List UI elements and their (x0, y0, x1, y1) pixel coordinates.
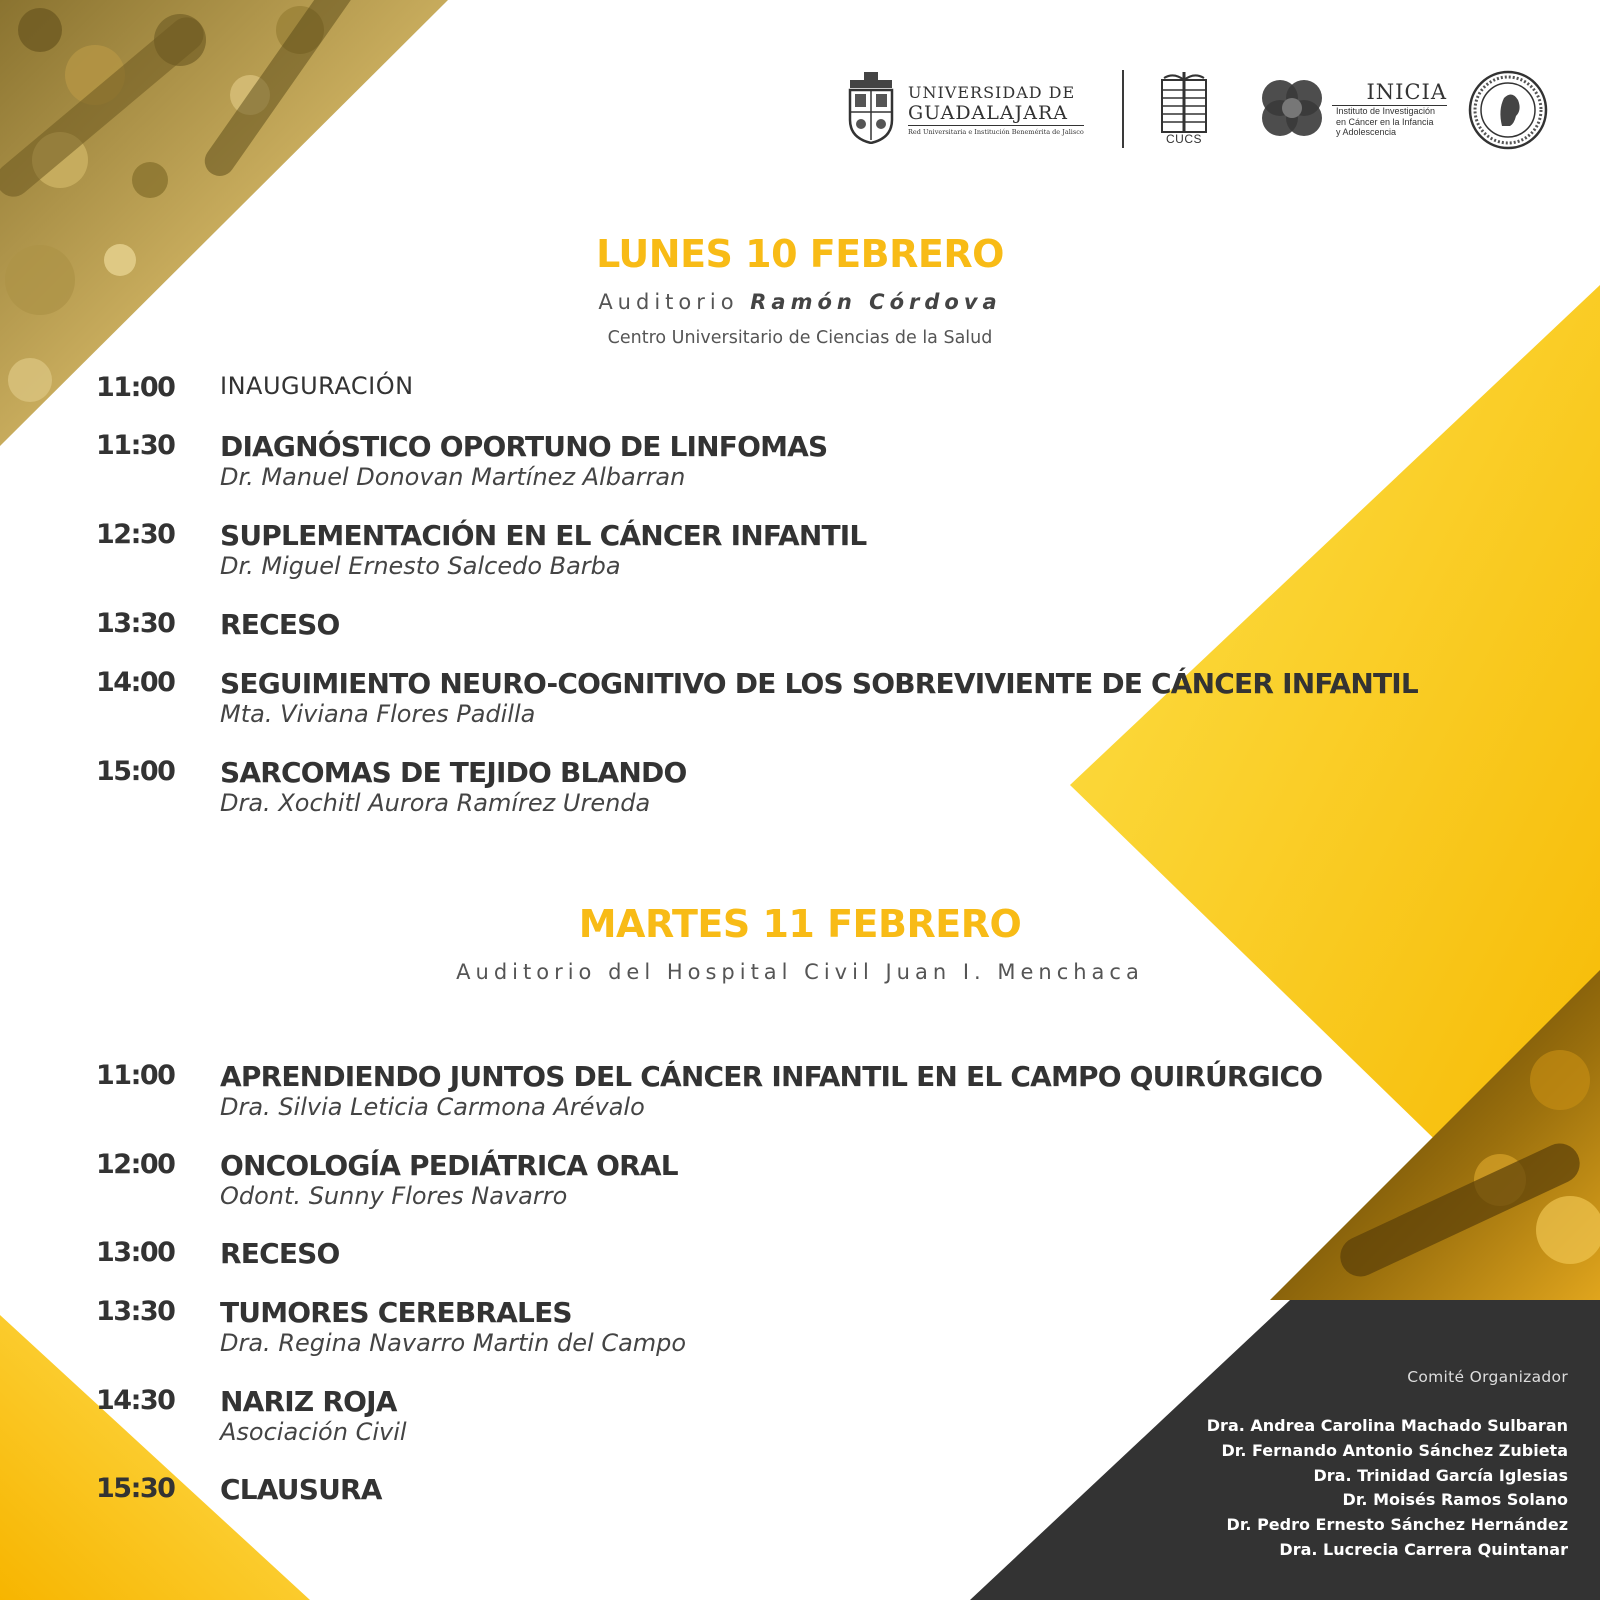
item-time: 11:00 (96, 1060, 175, 1091)
cucs-label: CUCS (1165, 132, 1202, 146)
item-speaker: Odont. Sunny Flores Navarro (220, 1182, 568, 1210)
item-speaker: Dra. Silvia Leticia Carmona Arévalo (220, 1093, 645, 1121)
day1-venue (0, 290, 1600, 314)
item-speaker: Dr. Manuel Donovan Martínez Albarran (220, 463, 686, 491)
item-title: SARCOMAS DE TEJIDO BLANDO (220, 756, 687, 789)
inicia-desc-line1: Instituto de Investigación (1336, 106, 1436, 116)
item-speaker: Dra. Xochitl Aurora Ramírez Urenda (220, 789, 651, 817)
item-speaker: Mta. Viviana Flores Padilla (220, 700, 536, 728)
header-logos (840, 68, 1560, 158)
bottom-left-yellow-shape (0, 1315, 310, 1600)
item-speaker: Dr. Miguel Ernesto Salcedo Barba (220, 552, 621, 580)
item-title: DIAGNÓSTICO OPORTUNO DE LINFOMAS (220, 430, 828, 463)
day1-venue-sub: Centro Universitario de Ciencias de la Salud (607, 328, 993, 348)
inicia-circles-icon (1260, 78, 1324, 138)
inicia-description (1336, 106, 1456, 138)
udg-name-line1: UNIVERSIDAD DE (908, 83, 1076, 102)
udg-shield-icon (846, 72, 896, 144)
committee-member: Dr. Pedro Ernesto Sánchez Hernández (1226, 1515, 1568, 1535)
committee-member: Dr. Moisés Ramos Solano (1342, 1490, 1568, 1510)
logo-divider (1122, 70, 1124, 148)
committee-member: Dr. Fernando Antonio Sánchez Zubieta (1221, 1440, 1568, 1460)
committee-title: Comité Organizador (1407, 1368, 1568, 1386)
item-time: 11:30 (96, 430, 175, 461)
udg-wordmark (908, 84, 1084, 136)
committee-member: Dra. Andrea Carolina Machado Sulbaran (1206, 1416, 1568, 1435)
udg-name-line2: GUADALAJARA (908, 102, 1068, 124)
day1-venue-prefix: Auditorio (598, 290, 739, 314)
item-title: ONCOLOGÍA PEDIÁTRICA ORAL (220, 1149, 678, 1182)
item-title: SEGUIMIENTO NEURO-COGNITIVO DE LOS SOBREVIVIENTE DE CÁNCER INFANTIL (220, 667, 1418, 700)
inicia-desc-line2: en Cáncer en la Infancia (1336, 116, 1434, 127)
item-title: INAUGURACIÓN (220, 372, 414, 400)
day2-title: MARTES 11 FEBRERO (578, 902, 1022, 946)
item-title: RECESO (220, 608, 340, 641)
day1-title: LUNES 10 FEBRERO (596, 232, 1004, 276)
item-title: APRENDIENDO JUNTOS DEL CÁNCER INFANTIL EN EL CAMPO QUIRÚRGICO (220, 1060, 1323, 1093)
item-time: 12:30 (96, 519, 175, 550)
item-title: RECESO (220, 1237, 340, 1270)
item-title: SUPLEMENTACIÓN EN EL CÁNCER INFANTIL (220, 519, 867, 552)
item-title: TUMORES CEREBRALES (220, 1296, 572, 1329)
udg-tagline: Red Universitaria e Institución Benemérita de Jalisco (908, 125, 1084, 136)
item-time: 13:00 (96, 1237, 175, 1268)
item-speaker: Dra. Regina Navarro Martin del Campo (220, 1329, 687, 1357)
item-time: 14:30 (96, 1385, 175, 1416)
item-time: 15:30 (96, 1473, 175, 1504)
committee-member: Dra. Trinidad García Iglesias (1313, 1465, 1568, 1485)
item-time: 13:30 (96, 608, 175, 639)
item-time: 12:00 (96, 1149, 175, 1180)
item-title: NARIZ ROJA (220, 1385, 397, 1418)
day2-venue: Auditorio del Hospital Civil Juan I. Menchaca (456, 960, 1144, 984)
item-time: 15:00 (96, 756, 175, 787)
hospital-civil-seal-icon (1468, 70, 1548, 150)
item-time: 11:00 (96, 372, 175, 403)
item-title: CLAUSURA (220, 1473, 382, 1506)
item-time: 13:30 (96, 1296, 175, 1327)
organizing-committee (1207, 1368, 1568, 1563)
inicia-name: INICIA (1332, 80, 1447, 106)
item-time: 14:00 (96, 667, 175, 698)
inicia-desc-line3: y Adolescencia (1336, 127, 1397, 137)
committee-member: Dra. Lucrecia Carrera Quintanar (1279, 1539, 1568, 1559)
day1-venue-name: Ramón Córdova (750, 290, 1002, 314)
item-speaker: Asociación Civil (220, 1418, 407, 1446)
